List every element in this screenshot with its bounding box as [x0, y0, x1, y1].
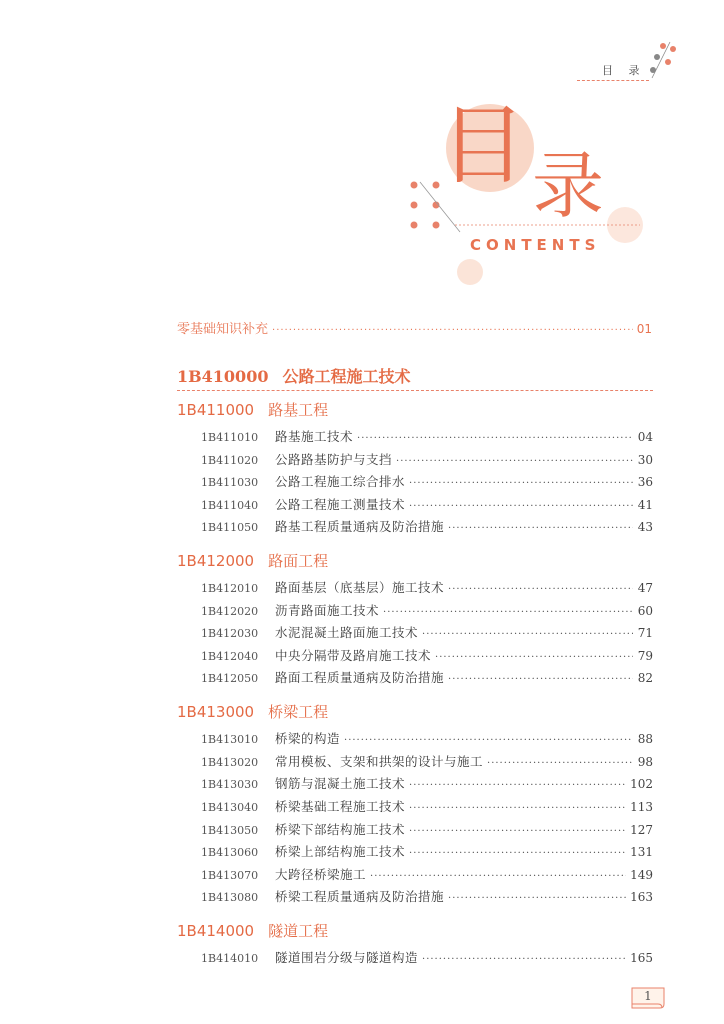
title-char-1: 目 — [440, 96, 526, 196]
toc-entry[interactable] — [201, 450, 653, 468]
entry-code: 1B412020 — [201, 605, 259, 618]
leader-dots — [383, 607, 633, 618]
leader-dots — [370, 871, 626, 882]
entry-code: 1B412010 — [201, 582, 259, 595]
toc-entry[interactable] — [201, 774, 653, 792]
toc-entry[interactable] — [201, 842, 653, 860]
toc-entry[interactable] — [201, 427, 653, 445]
entry-page: 79 — [637, 649, 653, 663]
entry-label: 钢筋与混凝土施工技术 — [275, 776, 406, 791]
leader-dots — [357, 433, 633, 444]
entry-label: 水泥混凝土路面施工技术 — [275, 625, 419, 640]
entry-code: 1B411040 — [201, 499, 259, 512]
entry-code: 1B413070 — [201, 869, 259, 882]
entry-code: 1B411020 — [201, 454, 259, 467]
chapter-title: 隧道工程 — [268, 922, 329, 940]
entry-code: 1B412030 — [201, 627, 259, 640]
toc-preface[interactable] — [177, 318, 652, 337]
entry-page: 43 — [637, 520, 653, 534]
chapter-title: 桥梁工程 — [268, 703, 329, 721]
entry-code: 1B411050 — [201, 521, 259, 534]
entry-page: 113 — [630, 800, 653, 814]
entry-code: 1B413020 — [201, 756, 259, 769]
leader-dots — [422, 629, 633, 640]
entry-page: 102 — [630, 777, 653, 791]
leader-dots — [409, 780, 626, 791]
entry-page: 36 — [637, 475, 653, 489]
entry-code: 1B412040 — [201, 650, 259, 663]
chapter-heading[interactable] — [177, 701, 328, 722]
entry-page: 163 — [630, 890, 653, 904]
leader-dots — [409, 501, 633, 512]
preface-label: 零基础知识补充 — [177, 322, 269, 337]
leader-dots — [448, 893, 626, 904]
toc-entry[interactable] — [201, 601, 653, 619]
running-header: 目 录 — [602, 64, 646, 77]
chapter-code: 1B413000 — [177, 703, 255, 721]
leader-dots — [409, 848, 626, 859]
header-rule — [577, 80, 649, 81]
entry-code: 1B413010 — [201, 733, 259, 746]
entry-page: 30 — [637, 453, 653, 467]
entry-label: 大跨径桥梁施工 — [275, 867, 367, 882]
leader-dots — [448, 584, 633, 595]
entry-page: 127 — [630, 823, 653, 837]
title-char-2: 录 — [532, 144, 605, 228]
toc-entry[interactable] — [201, 495, 653, 513]
page-number: 1 — [644, 989, 652, 1003]
entry-label: 常用模板、支架和拱架的设计与施工 — [275, 754, 484, 769]
leader-dots — [409, 803, 626, 814]
toc-entry[interactable] — [201, 578, 653, 596]
toc-entry[interactable] — [201, 623, 653, 641]
entry-label: 公路工程施工综合排水 — [275, 474, 406, 489]
entry-code: 1B413040 — [201, 801, 259, 814]
entry-page: 98 — [637, 755, 653, 769]
chapter-heading[interactable] — [177, 399, 328, 420]
entry-label: 桥梁工程质量通病及防治措施 — [275, 889, 445, 904]
section-rule — [177, 390, 653, 391]
toc-entry[interactable] — [201, 948, 653, 966]
chapter-code: 1B411000 — [177, 401, 255, 419]
toc-entry[interactable] — [201, 729, 653, 747]
entry-label: 沥青路面施工技术 — [275, 603, 380, 618]
leader-dots — [409, 478, 633, 489]
leader-dots — [422, 954, 626, 965]
leader-dots — [344, 735, 633, 746]
chapter-heading[interactable] — [177, 920, 328, 941]
entry-page: 04 — [637, 430, 653, 444]
leader-dots — [448, 523, 633, 534]
toc-entry[interactable] — [201, 472, 653, 490]
entry-page: 82 — [637, 671, 653, 685]
chapter-heading[interactable] — [177, 550, 328, 571]
entry-label: 路基施工技术 — [275, 429, 354, 444]
toc-entry[interactable] — [201, 797, 653, 815]
toc-entry[interactable] — [201, 668, 653, 686]
section-heading[interactable] — [177, 364, 410, 387]
entry-label: 桥梁上部结构施工技术 — [275, 844, 406, 859]
entry-code: 1B411030 — [201, 476, 259, 489]
entry-code: 1B412050 — [201, 672, 259, 685]
chapter-code: 1B414000 — [177, 922, 255, 940]
entry-code: 1B413060 — [201, 846, 259, 859]
leader-dots — [409, 826, 626, 837]
entry-label: 桥梁下部结构施工技术 — [275, 822, 406, 837]
entry-label: 桥梁的构造 — [275, 731, 341, 746]
page-number-badge — [628, 985, 668, 1011]
entry-label: 路面基层（底基层）施工技术 — [275, 580, 445, 595]
toc-entry[interactable] — [201, 517, 653, 535]
leader-dots — [435, 652, 633, 663]
entry-code: 1B414010 — [201, 952, 259, 965]
chapter-title: 路面工程 — [268, 552, 329, 570]
entry-label: 桥梁基础工程施工技术 — [275, 799, 406, 814]
entry-code: 1B411010 — [201, 431, 259, 444]
entry-page: 165 — [630, 951, 653, 965]
toc-entry[interactable] — [201, 646, 653, 664]
toc-entry[interactable] — [201, 820, 653, 838]
entry-page: 88 — [637, 732, 653, 746]
entry-page: 41 — [637, 498, 653, 512]
leader-dots — [448, 674, 633, 685]
entry-page: 47 — [637, 581, 653, 595]
entry-label: 公路工程施工测量技术 — [275, 497, 406, 512]
toc-entry[interactable] — [201, 752, 653, 770]
leader-dots — [272, 325, 633, 336]
chapter-code: 1B412000 — [177, 552, 255, 570]
contents-subtitle: CONTENTS — [470, 236, 601, 254]
entry-page: 60 — [637, 604, 653, 618]
entry-code: 1B413030 — [201, 778, 259, 791]
entry-code: 1B413080 — [201, 891, 259, 904]
entry-page: 71 — [637, 626, 653, 640]
toc-entry[interactable] — [201, 887, 653, 905]
entry-label: 路面工程质量通病及防治措施 — [275, 670, 445, 685]
section-code: 1B410000 — [177, 367, 269, 386]
entry-page: 131 — [630, 845, 653, 859]
leader-dots — [487, 758, 633, 769]
preface-page: 01 — [636, 322, 652, 336]
entry-page: 149 — [630, 868, 653, 882]
entry-label: 中央分隔带及路肩施工技术 — [275, 648, 432, 663]
chapter-title: 路基工程 — [268, 401, 329, 419]
entry-label: 隧道围岩分级与隧道构造 — [275, 950, 419, 965]
section-title: 公路工程施工技术 — [282, 367, 411, 386]
entry-label: 公路路基防护与支挡 — [275, 452, 393, 467]
entry-code: 1B413050 — [201, 824, 259, 837]
toc-entry[interactable] — [201, 865, 653, 883]
entry-label: 路基工程质量通病及防治措施 — [275, 519, 445, 534]
leader-dots — [396, 456, 633, 467]
header-dots-decoration — [640, 40, 690, 90]
